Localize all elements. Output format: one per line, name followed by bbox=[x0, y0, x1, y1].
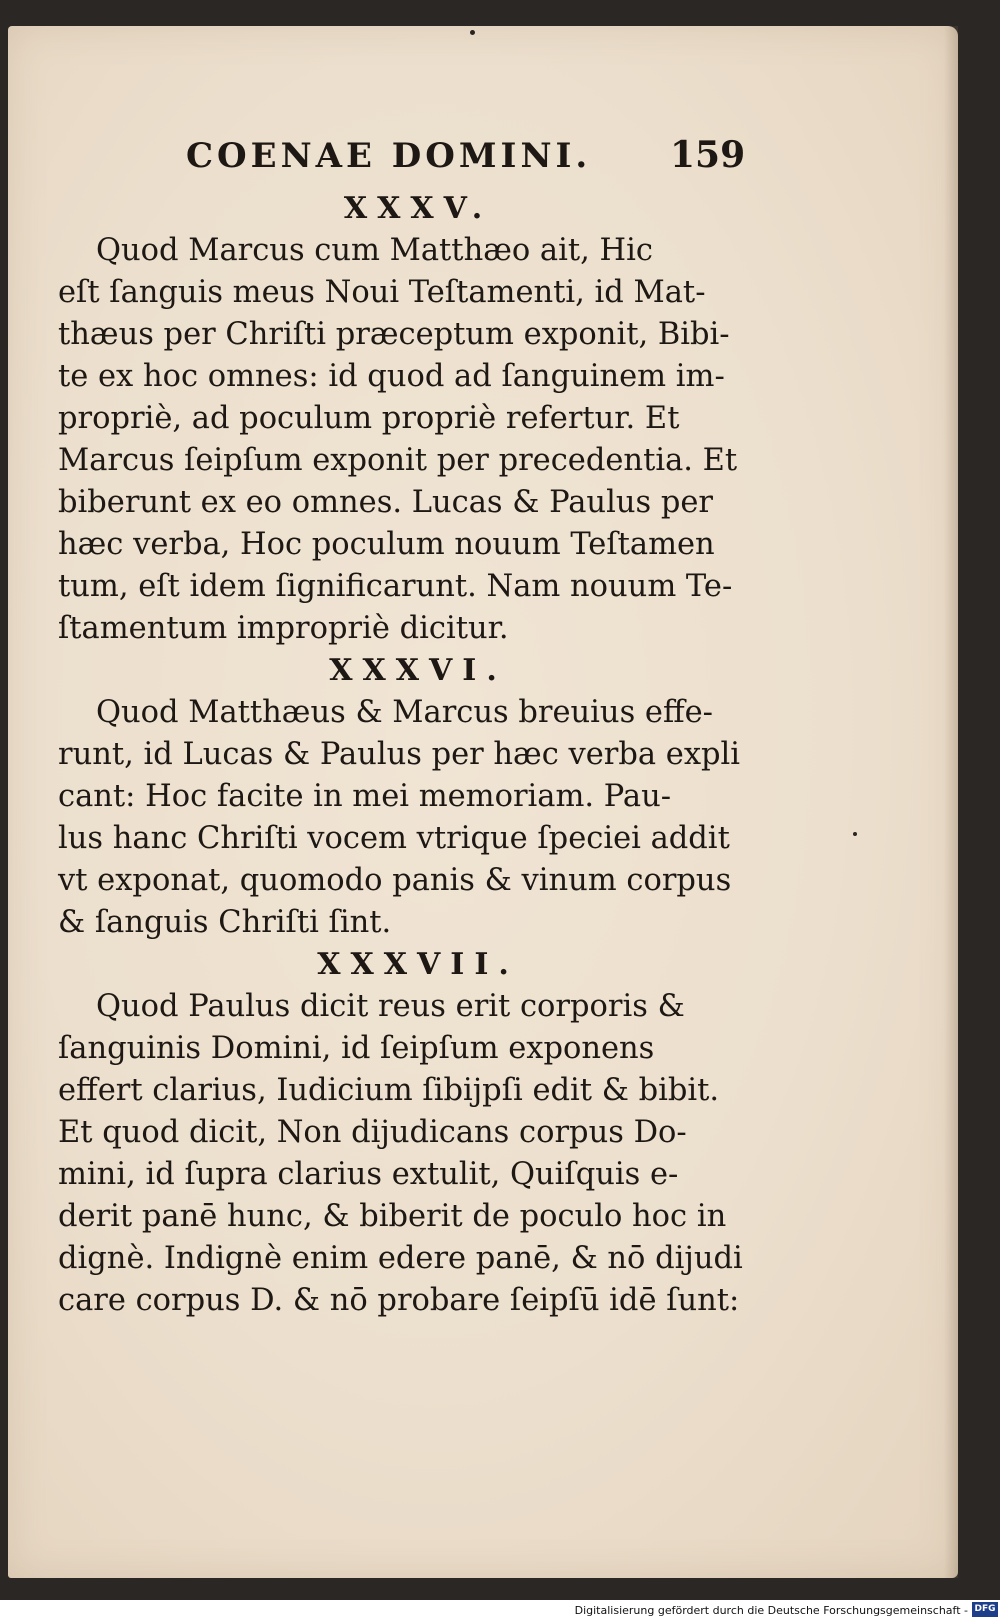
text-line: biberunt ex eo omnes. Lucas & Paulus per bbox=[58, 485, 713, 520]
page-edge-shadow bbox=[944, 26, 958, 1578]
text-line: Et quod dicit, Non dijudicans corpus Do- bbox=[58, 1115, 687, 1150]
text-line: ſtamentum impropriè dicitur. bbox=[58, 611, 509, 646]
text-line: ſanguinis Domini, id ſeipſum exponens bbox=[58, 1031, 655, 1066]
text-line: propriè, ad poculum propriè refertur. Et bbox=[58, 401, 680, 436]
text-line: mini, id ſupra clarius extulit, Quiſquis e- bbox=[58, 1157, 679, 1192]
section-number: XXXVI. bbox=[329, 653, 507, 688]
paragraph bbox=[58, 230, 758, 650]
text-line: dignè. Indignè enim edere panē, & nō dijudi bbox=[58, 1241, 743, 1276]
book-page bbox=[8, 26, 958, 1578]
section-37 bbox=[58, 944, 758, 1322]
text-block bbox=[58, 126, 758, 1322]
text-line: vt exponat, quomodo panis & vinum corpus bbox=[58, 863, 732, 898]
ink-speck bbox=[470, 30, 475, 35]
text-line: & ſanguis Chriſti ſint. bbox=[58, 905, 392, 940]
section-35 bbox=[58, 188, 758, 650]
paragraph bbox=[58, 692, 758, 944]
text-line: runt, id Lucas & Paulus per hæc verba expli bbox=[58, 737, 741, 772]
section-number: XXXVII. bbox=[317, 947, 519, 982]
text-line: te ex hoc omnes: id quod ad ſanguinem im- bbox=[58, 359, 725, 394]
text-line: Quod Paulus dicit reus erit corporis & bbox=[96, 989, 685, 1024]
text-line: Quod Marcus cum Matthæo ait, Hic bbox=[96, 233, 653, 268]
text-line: derit panē hunc, & biberit de poculo hoc in bbox=[58, 1199, 727, 1234]
text-line: eſt ſanguis meus Noui Teſtamenti, id Mat- bbox=[58, 275, 706, 310]
text-line: lus hanc Chriſti vocem vtrique ſpeciei addit bbox=[58, 821, 730, 856]
page-number: 159 bbox=[670, 134, 746, 176]
digitization-credit: Digitalisierung gefördert durch die Deutsche Forschungsgemeinschaft - bbox=[574, 1604, 968, 1617]
running-title: COENAE DOMINI. bbox=[186, 136, 592, 176]
section-number: XXXV. bbox=[343, 191, 493, 226]
text-line: hæc verba, Hoc poculum nouum Teſtamen bbox=[58, 527, 715, 562]
dfg-logo: DFG bbox=[972, 1602, 998, 1617]
paragraph bbox=[58, 986, 758, 1322]
page-header bbox=[58, 126, 758, 188]
text-line: Quod Matthæus & Marcus breuius effe- bbox=[96, 695, 713, 730]
ink-speck bbox=[853, 832, 857, 836]
text-line: effert clarius, Iudicium ſibijpſi edit & bibit. bbox=[58, 1073, 720, 1108]
text-line: care corpus D. & nō probare ſeipſū idē ſunt: bbox=[58, 1283, 740, 1318]
text-line: Marcus ſeipſum exponit per precedentia. Et bbox=[58, 443, 738, 478]
text-line: tum, eſt idem ſignificarunt. Nam nouum Te- bbox=[58, 569, 733, 604]
text-line: cant: Hoc facite in mei memoriam. Pau- bbox=[58, 779, 672, 814]
section-36 bbox=[58, 650, 758, 944]
text-line: thæus per Chriſti præceptum exponit, Bibi- bbox=[58, 317, 730, 352]
